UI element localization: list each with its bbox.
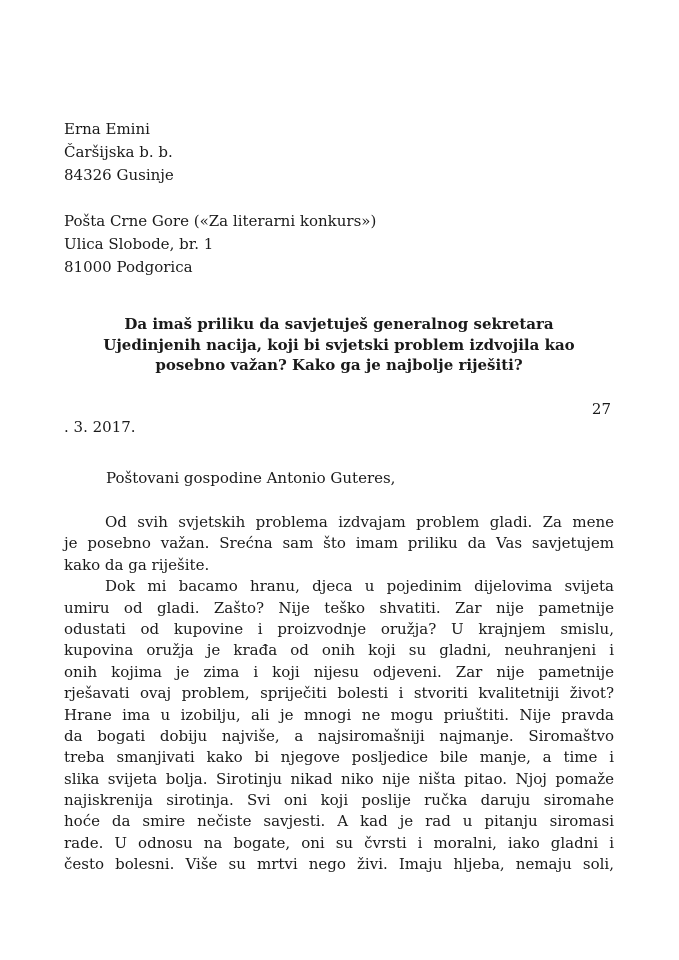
body-line: slika svijeta bolja. Sirotinju nikad niko nije ništa pitao. Njoj pomaže bbox=[64, 769, 614, 788]
body-line: Dok mi bacamo hranu, djeca u pojedinim dijelovima svijeta bbox=[105, 577, 614, 596]
body-line: kupovina oružja je krađa od onih koji su gladni, neuhranjeni i bbox=[64, 641, 614, 660]
title-line: Ujedinjenih nacija, koji bi svjetski problem izdvojila kao bbox=[103, 335, 575, 354]
body-line: odustati od kupovine i proizvodnje oružja? U krajnjem smislu, bbox=[64, 619, 614, 638]
recipient-city: 81000 Podgorica bbox=[64, 258, 193, 276]
recipient-address bbox=[64, 210, 376, 279]
body-line: rješavati ovaj problem, spriječiti bolesti i stvoriti kvalitetniji život? bbox=[64, 684, 614, 703]
sender-city: 84326 Gusinje bbox=[64, 166, 174, 184]
document-title bbox=[64, 314, 614, 376]
body-line: da bogati dobiju najviše, a najsiromašniji najmanje. Siromaštvo bbox=[64, 726, 614, 745]
body-line: onih kojima je zima i koji nijesu odjeveni. Zar nije pametnije bbox=[64, 662, 614, 681]
sender-name: Erna Emini bbox=[64, 120, 150, 138]
recipient-name: Pošta Crne Gore («Za literarni konkurs») bbox=[64, 212, 377, 230]
recipient-street: Ulica Slobode, br. 1 bbox=[64, 235, 214, 253]
body-line: Hrane ima u izobilju, ali je mnogi ne mogu priuštiti. Nije pravda bbox=[64, 705, 614, 724]
sender-address bbox=[64, 118, 174, 187]
body-line: hoće da smire nečiste savjesti. A kad je rad u pitanju siromasi bbox=[64, 812, 614, 831]
letter-body bbox=[64, 512, 614, 876]
body-line: je posebno važan. Srećna sam što imam priliku da Vas savjetujem bbox=[64, 534, 614, 553]
title-line: posebno važan? Kako ga je najbolje riješiti? bbox=[155, 356, 523, 374]
body-line: često bolesni. Više su mrtvi nego živi. Imaju hljeba, nemaju soli, bbox=[64, 855, 614, 874]
sender-street: Čaršijska b. b. bbox=[64, 143, 173, 161]
body-line: treba smanjivati kako bi njegove posljedice bile manje, a time i bbox=[64, 748, 614, 767]
body-line: rade. U odnosu na bogate, oni su čvrsti i moralni, iako gladni i bbox=[64, 833, 614, 852]
title-line: Da imaš priliku da savjetuješ generalnog sekretara bbox=[124, 315, 554, 333]
date-day: 27 bbox=[591, 400, 611, 418]
body-line: kako da ga riješite. bbox=[64, 555, 210, 574]
body-line: najiskrenija sirotinja. Svi oni koji poslije ručka daruju siromahe bbox=[64, 791, 614, 810]
body-line: Od svih svjetskih problema izdvajam problem gladi. Za mene bbox=[105, 513, 614, 531]
greeting: Poštovani gospodine Antonio Guteres, bbox=[106, 469, 396, 487]
date-rest: . 3. 2017. bbox=[64, 418, 136, 436]
body-line: umiru od gladi. Zašto? Nije teško shvatiti. Zar nije pametnije bbox=[64, 598, 614, 617]
